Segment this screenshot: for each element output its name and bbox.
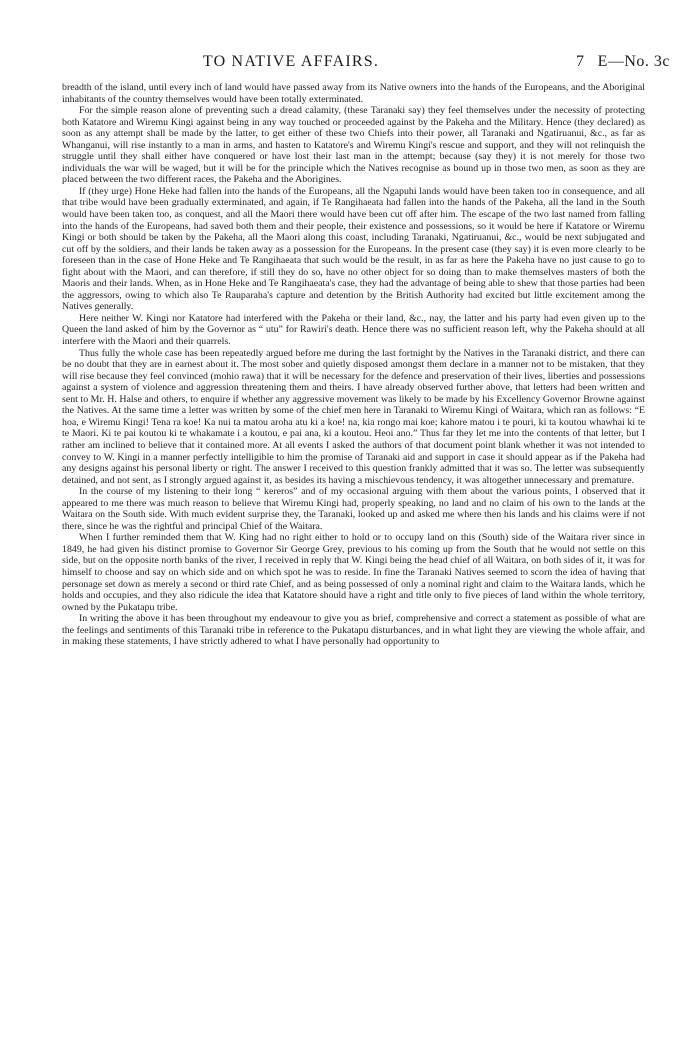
paragraph: Here neither W. Kingi nor Katatore had interfered with the Pakeha or their land, &c., nay, the latter and his party had even given up to the Queen the land asked of him by the Governor as “ utu” for Rawiri's death. Hence there was no sufficient reason left, why the Pakeha should at all interfere with the Maori and their quarrels.: [62, 312, 645, 348]
paragraph: breadth of the island, until every inch of land would have passed away from its Native owners into the hands of the Europeans, and the Aboriginal inhabitants of the country themselves would have been totally exterminated.: [62, 82, 645, 105]
running-head: [62, 53, 670, 75]
paragraph: If (they urge) Hone Heke had fallen into the hands of the Europeans, all the Ngapuhi lands would have been taken too in consequence, and all that tribe would have been gradually exterminated, and again, if Te Rangihaeata had fallen into the hands of the Pakeha, all the land in the South would have been taken too, as conquest, and all the Maori there would have been cut off after him. The escape of the two last named from falling into the hands of the Europeans, had saved both them and their people, their existence and possessions, so it would be here if Katatore or Wiremu Kingi or both should be taken by the Pakeha, all the Maori along this coast, including Taranaki, Ngatiruanui, &c., would be next subjugated and cut off by the soldiers, and their lands be taken away as a possession for the Europeans. In the present case (they say) it is even more clearly to be foreseen than in the case of Hone Heke and Te Rangihaeata that such would be the result, in as far as here the Pakeha have no just cause to go to fight about with the Maori, and can therefore, if still they do so, have no other object for so doing than to make themselves masters of both the Maoris and their lands. When, as in Hone Heke and Te Rangihaeata's case, they had the advantage of being able to shew that those parties had been the aggressors, owing to which also Te Rauparaha's capture and detention by the British Authority had excited but little excitement among the Natives generally.: [62, 185, 645, 313]
paragraph: In the course of my listening to their long “ kereros” and of my occasional arguing with them about the various points, I observed that it appeared to me there was much reason to believe that Wiremu Kingi had, properly speaking, no land and no claim of his own to the lands at the Waitara on the South side. With much evident surprise they, the Taranaki, looked up and asked me where then his lands and his claims were if not there, since he was the rightful and principal Chief of the Waitara.: [62, 486, 645, 532]
document-reference: E—No. 3c: [597, 53, 670, 70]
paragraph: In writing the above it has been throughout my endeavour to give you as brief, comprehensive and correct a statement as possible of what are the feelings and sentiments of this Taranaki tribe in reference to the Pukatapu disturbances, and in what light they are viewing the whole affair, and in making these statements, I have strictly adhered to what I have personally had opportunity to: [62, 613, 645, 648]
body-text: [62, 82, 645, 648]
paragraph: Thus fully the whole case has been repeatedly argued before me during the last fortnight by the Natives in the Taranaki district, and there can be no doubt that they are in earnest about it. The most sober and quietly disposed amongst them declare in a manner not to be mistaken, that they will rise because they feel convinced (mohio rawa) that it will be necessary for the defence and preservation of their lives, liberties and possessions against a system of violence and aggression threatening them and theirs. I have already observed further above, that letters had been written and sent to Mr. H. Halse and others, to enquire if whether any aggressive movement was likely to be made by his Excellency Governor Browne against the Natives. At the same time a letter was written by some of the chief men here in Taranaki to Wiremu Kingi of Waitara, which ran as follows: “E hoa, e Wiremu Kingi! Tena ra koe! Ka nui ta matou aroha atu ki a koe! na, kia rongo mai koe; kahore matou i te pouri, ki ta koutou whawhai ki te te Maori. Ki te pai koutou ki te whakamate i a koutou, e pai ana, ki a koutou. Heoi ano.” Thus far they let me into the contents of that letter, but I rather am inclined to believe that it contained more. At all events I asked the authors of that document point blank whether it was not intended to convey to W. Kingi in a manner perfectly intelligible to him the promise of Taranaki aid and support in case it should appear as if the Pakeha had any designs against his personal liberty or right. The answer I received to this question frankly admitted that it was so. The letter was subsequently detained, and not sent, as I strongly argued against it, as besides its having a mischievous tendency, it was altogether unnecessary and premature.: [62, 347, 645, 486]
paragraph: For the simple reason alone of preventing such a dread calamity, (these Taranaki say) they feel themselves under the necessity of protecting both Katatore and Wiremu Kingi against being in any way touched or proceeded against by the Pakeha and the Military. Hence (they declared) as soon as any attempt shall be made by the latter, to get either of these two Chiefs into their power, all Taranaki and Ngatiruanui, &c., as far as Whanganui, will rise instantly to a man in arms, and hasten to Katatore's and Wiremu Kingi's rescue and support, and they will not relinquish the struggle until they shall either have conquered or have lost their last man in the attempt; because (say they) it is not merely for those two individuals the war will be waged, but it will be for the principle which the Natives recognise as bound up in those two men, as soon as they are placed between the two different races, the Pakeha and the Aborigines.: [62, 105, 645, 186]
paragraph: When I further reminded them that W. King had no right either to hold or to occupy land on this (South) side of the Waitara river since in 1849, he had given his distinct promise to Governor Sir George Grey, previous to his coming up from the South that he would not settle on this side, but on the opposite north banks of the river, I received in reply that W. Kingi being the head chief of all Waitara, on both sides of it, it was for himself to choose and say on which side and on which spot he was to reside. In fine the Taranaki Natives seemed to scorn the idea of having that personage set down as merely a second or third rate Chief, and as being possessed of only a nominal right and claim to the Waitara lands, which he holds and occupies, and they also ridicule the idea that Katatore should have a right and title only to five pieces of land within the whole territory, owned by the Pukatapu tribe.: [62, 532, 645, 613]
page-number: 7: [576, 53, 584, 70]
page-title: TO NATIVE AFFAIRS.: [202, 53, 380, 70]
